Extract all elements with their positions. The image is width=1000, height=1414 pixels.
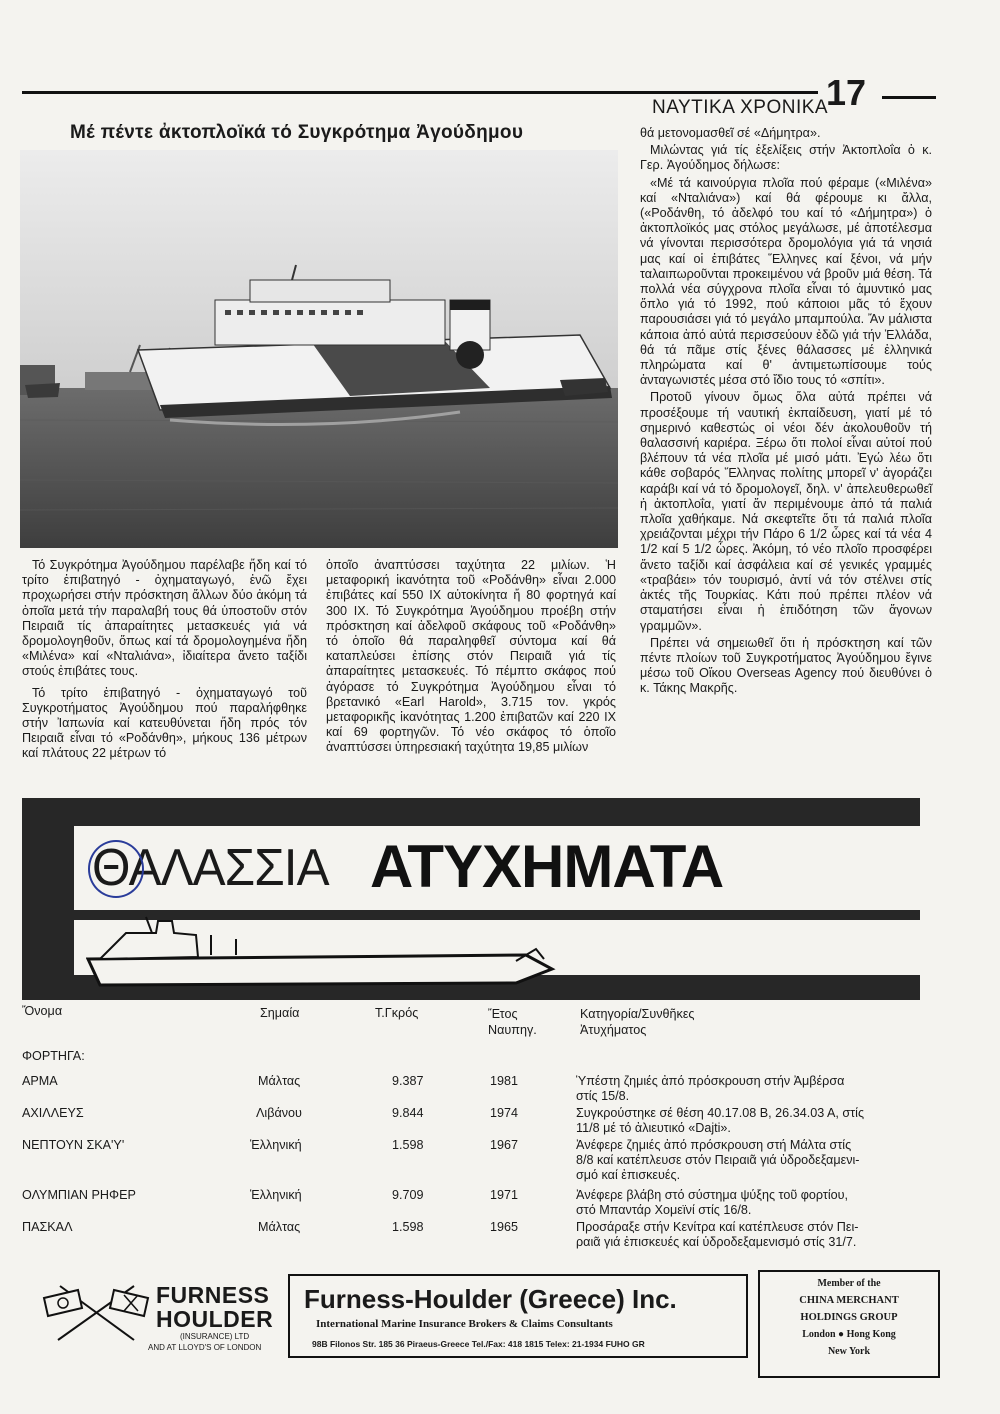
col-header-year-line2: Ναυπηγ. [488,1023,537,1037]
accidents-table [20,1004,940,1264]
ship-gross: 9.387 [392,1074,424,1088]
ship-flag: Ἑλληνική [250,1138,302,1152]
article-column-2 [326,558,616,762]
member-line: HOLDINGS GROUP [800,1312,898,1323]
ship-name: ΑΧΙΛΛΕΥΣ [22,1106,84,1120]
article-paragraph: «Μέ τά καινούργια πλοῖα πού φέραμε («Μιλένα» καί «Νταλιάνα») καί θά φέρουμε κι ἄλλα, («Ροδάνθη, τό ἀδελφό του καί τό «Δήμητρα») ὁ ἀκτοπλοϊκός μας στόλος μεγάλωσε, μέ ἀποτέλεσμα νά γίνονται περισσότερα δρομολόγια γιά τά νησιά μας καί οἱ ἐπιβάτες Ἕλληνες καί ξένοι, νά μήν ταλαιπωροῦνται προκειμένου νά βροῦν μιά θέση. Τά πολλά νέα σύγχρονα πλοῖα εἶναι τό ἀμυντικό μας ὅπλο γιά τό 1992, πού κάποιοι μᾶς τό ἔχουν παρουσιάσει γιά τό μεγάλο μπαμπούλα. Ἄν μάλιστα κάποια ἀπό αὐτά περισσεύουν ἐδῶ γιά τήν Ἑλλάδα, θά τά πᾶμε στίς ξένες θάλασσες μέ ἑλληνικά πληρώματα καί θ' ἀντιμετωπίσουμε τούς ἀνταγωνιστές μέσα στό ἴδιο τους τό «σπίτι». [640,175,932,388]
ferry-ship-image [20,150,618,548]
ship-name: ΟΛΥΜΠΙΑΝ ΡΗΦΕΡ [22,1188,136,1202]
company-address: 98B Filonos Str. 185 36 Piraeus-Greece Tel./Fax: 418 1815 Telex: 21-1934 FUHO GR [312,1339,645,1349]
ferry-photo [20,150,618,548]
group-label-cargo: ΦΟΡΤΗΓΑ: [22,1049,85,1063]
ship-year: 1981 [490,1074,519,1088]
ship-gross: 9.844 [392,1106,424,1120]
desc-line: 11/8 μέ τό ἀλιευτικό «Dajti». [576,1121,731,1135]
ship-name: ΝΕΠΤΟΥΝ ΣΚΑ'Υ' [22,1138,125,1152]
article-column-3 [640,126,932,703]
cargo-ship-icon [86,913,556,993]
desc-line: Ἀνέφερε ζημιές ἀπό πρόσκρουση στή Μάλτα στίς [576,1138,852,1152]
ship-gross: 1.598 [392,1220,424,1234]
ship-gross: 1.598 [392,1138,424,1152]
banner-title-bold: ΑΤΥΧΗΜΑΤΑ [370,833,724,900]
col-header-year-line1: Ἔτος [488,1007,518,1021]
logo-sub-lloyds: AND AT LLOYD'S OF LONDON [148,1343,262,1352]
company-tagline: International Marine Insurance Brokers & Claims Consultants [316,1318,613,1330]
accident-description [576,1138,860,1183]
ship-year: 1967 [490,1138,519,1152]
logo-houlder: HOULDER [156,1306,274,1332]
article-paragraph: θά μετονομασθεῖ σέ «Δήμητρα». [640,126,821,140]
banner-title-light: ΘΑΛΑΣΣΙΑ [92,839,329,897]
company-name: Furness-Houlder (Greece) Inc. [304,1284,677,1314]
desc-line: σμό καί ἐπισκευές. [576,1168,681,1182]
article-paragraph: Μιλώντας γιά τίς ἐξελίξεις στήν Ἀκτοπλοΐα ὁ κ. Γερ. Ἀγούδημος δήλωσε: [640,143,932,173]
company-box [288,1274,748,1358]
section-title: ΝΑΥΤΙΚΑ ΧΡΟΝΙΚΑ [652,97,829,118]
ship-name: ΠΑΣΚΑΛ [22,1220,73,1234]
page-number: 17 [826,72,867,113]
ship-year: 1971 [490,1188,519,1202]
desc-line: Ἀνέφερε βλάβη στό σύστημα ψύξης τοῦ φορτίου, [576,1188,849,1202]
desc-line: στό Μπαντάρ Χομεϊνί στίς 16/8. [576,1203,752,1217]
desc-line: 8/8 καί κατέπλευσε στόν Πειραιᾶ γιά ὑδροδεξαμενι- [576,1153,860,1167]
col-header-category-line1: Κατηγορία/Συνθῆκες [580,1007,695,1021]
logo-furness: FURNESS [156,1282,270,1308]
ship-flag: Λιβάνου [256,1106,302,1120]
desc-line: ραιᾶ γιά ἐπισκευές καί ὑδροδεξαμενισμό στίς 31/7. [576,1235,857,1249]
desc-line: Προσάραξε στήν Κενίτρα καί κατέπλευσε στόν Πει- [576,1220,859,1234]
ship-name: ΑΡΜΑ [22,1074,58,1088]
crossed-flags-icon [38,1282,156,1342]
header-rule-left [22,91,818,94]
desc-line: Συγκρούστηκε σέ θέση 40.17.08 Β, 26.34.03 Α, στίς [576,1106,865,1120]
accident-description [576,1188,848,1218]
ship-gross: 9.709 [392,1188,424,1202]
member-line: Member of the [817,1278,881,1289]
logo-sub-insurance: (INSURANCE) LTD [180,1332,250,1341]
article-title: Μέ πέντε ἀκτοπλοϊκά τό Συγκρότημα Ἀγούδημου [70,122,524,143]
col-header-category [580,1006,695,1038]
article-paragraph: Πρέπει νά σημειωθεῖ ὅτι ἡ πρόσκτηση καί τῶν πέντε πλοίων τοῦ Συγκροτήματος Ἀγούδημου ἔγινε μέσω τοῦ Οἴκου Overseas Agency πού διευθύνει ὁ κ. Τάκης Μακρῆς. [640,635,932,696]
article-column-1 [22,558,307,768]
ship-year: 1974 [490,1106,519,1120]
header-rule-right [882,96,936,99]
member-line: New York [827,1346,871,1357]
member-line: CHINA MERCHANT [799,1295,899,1306]
col-header-gross: Τ.Γκρός [375,1006,419,1020]
maritime-accidents-banner [22,798,920,1000]
col-header-name: Ὄνομα [22,1004,63,1018]
member-line: London ● Hong Kong [802,1329,896,1340]
accident-description [576,1074,844,1104]
banner-theta-ring [88,840,144,898]
member-box [758,1270,940,1378]
col-header-flag: Σημαία [260,1006,300,1020]
furness-logo-block [38,1276,288,1366]
ship-flag: Ἑλληνική [250,1188,302,1202]
col-header-year [488,1006,537,1038]
article-paragraph: Τό Συγκρότημα Ἀγούδημου παρέλαβε ἤδη καί τό τρίτο ἐπιβατηγό - ὀχηματαγωγό, ἐνῶ ἔχει προχωρήσει στήν πρόσκτηση ἄλλων δύο ἀκόμη τά ὁποῖα μετά τήν παραλαβή τους θά ὑποστοῦν στόν Πειραιᾶ τίς ἀπαραίτητες μετασκευές γιά νά δρομολογηθοῦν, ὅπως καί τά δρομολογημένα ἤδη «Μιλένα» καί «Νταλιάνα», ἰδιαίτερα ἄνετο ταξίδι στούς ἐπιβάτες τους. [22,558,307,679]
desc-line: Ὑπέστη ζημιές ἀπό πρόσκρουση στήν Ἀμβέρσα [576,1074,845,1088]
article-paragraph: ὁποῖο ἀναπτύσσει ταχύτητα 22 μιλίων. Ἡ μεταφορική ἱκανότητα τοῦ «Ροδάνθη» εἶναι 2.000 ἐπιβάτες καί 550 ΙΧ αὐτοκίνητα ἤ 80 φορτηγά καί 300 ΙΧ. Τό Συγκρότημα Ἀγούδημου προέβη στήν πρόσκτηση καί ἀδελφοῦ σκάφους τοῦ «Ροδάνθη» τό ὁποῖο θά παραληφθεῖ σύντομα καί θά καταπλεύσει ἐπίσης στόν Πειραιᾶ γιά τίς ἀπαραίτητες μετασκευές. Τό πέμπτο σκάφος πού ἀγόρασε τό Συγκρότημα Ἀγούδημου εἶναι τό βρετανικό «Earl Harold», 3.715 τον. γκρός μεταφορικῆς ἱκανότητας 1.200 ἐπιβατῶν καί 220 ΙΧ καί 69 φορτηγῶν. Τό νέο σκάφος τό ὁποῖο ἀναπτύσσει ὑπηρεσιακή ταχύτητα 19,85 μιλίων [326,558,616,755]
article-paragraph: Προτοῦ γίνουν ὅμως ὅλα αὐτά πρέπει νά προσέξουμε τή ναυτική ἐκπαίδευση, γιατί μέ τό σημερινό καθεστώς οἱ νέοι δέν ἀκολουθοῦν τή θαλασσινή καριέρα. Ξέρω ὅτι πολοί εἶναι αὐτοί πού βλέπουν τά νέα πλοῖα μέ μισό μάτι. Ἐγώ λέω ὅτι κάθε σοβαρός Ἕλληνας πολίτης μπορεῖ ν' ἀγοράζει καράβι καί νά τό δρομολογεῖ, δηλ. ν' ἀπελευθερωθεῖ ἡ ἀκτοπλοΐα, γιατί ἄν περιμένουμε ἀπό τά παλιά πλοῖα χαθήκαμε. Νά σκεφτεῖτε ὅτι τά παλιά πλοῖα χρειάζονται μέχρι τήν Πάρο 6 1/2 ὧρες καί τά νέα 4 1/2 καί 5 1/2 ὧρες. Ἀκόμη, τό νέο πλοῖο προσφέρει ἄνετο ταξίδι καί ἀσφάλεια καί σέ γενικές γραμμές «τραβάει» τόν τουρισμό, ἀντί νά τόν στέλνει στίς ἀκτές τῆς Τουρκίας. Κάτι πού πρέπει πλέον νά σταματήσει εἶναι ἡ ἐπιδότηση τῶν ἄγονων γραμμῶν». [640,390,932,633]
col-header-category-line2: Ἀτυχήματος [580,1023,647,1037]
ship-flag: Μάλτας [258,1220,301,1234]
ship-year: 1965 [490,1220,519,1234]
desc-line: στίς 15/8. [576,1089,630,1103]
accident-description [576,1220,858,1250]
accident-description [576,1106,864,1136]
ship-flag: Μάλτας [258,1074,301,1088]
article-paragraph: Τό τρίτο ἐπιβατηγό - ὀχηματαγωγό τοῦ Συγκροτήματος Ἀγούδημου πού παραλήφθηκε στήν Ἰαπωνία καί κατευθύνεται ἤδη πρός τόν Πειραιᾶ εἶναι τό «Ροδάνθη», μήκους 136 μέτρων καί πλάτους 22 μέτρων τό [22,685,307,761]
